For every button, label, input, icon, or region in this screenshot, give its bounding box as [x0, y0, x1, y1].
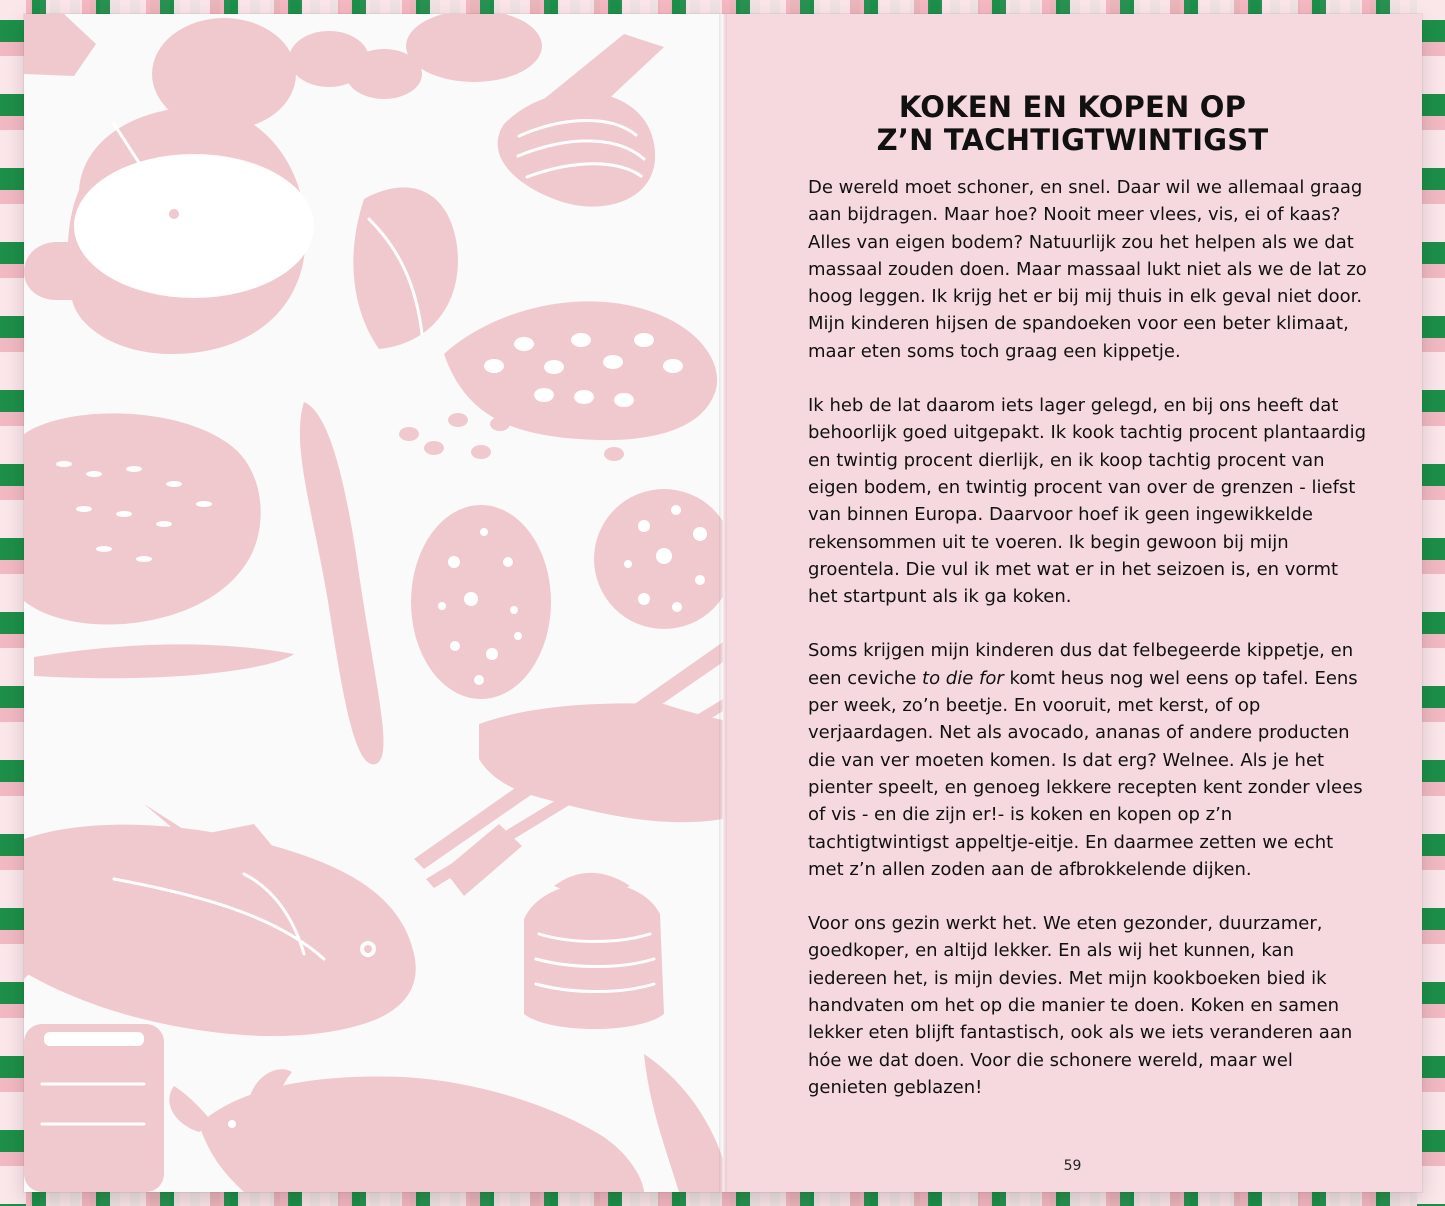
left-illustration-page [24, 14, 723, 1192]
jar-lid-highlight [44, 1032, 144, 1046]
paragraph-3-before: Soms krijgen mijn kinderen dus dat felbegeerde kippetje, en een ceviche [808, 640, 1354, 689]
soup-detail-illustration [169, 209, 179, 219]
fish-eye-center-illustration [364, 945, 372, 953]
soup-surface-illustration [74, 154, 314, 298]
book-spine [719, 14, 727, 1192]
article-body [808, 174, 1368, 1101]
paragraph-1: De wereld moet schoner, en snel. Daar wil we allemaal graag aan bijdragen. Maar hoe? Nooit meer vlees, vis, ei of kaas? Alles van eigen bodem? Natuurlijk zou het helpen als we dat massaal zouden doen. Maar massaal lukt niet als we de lat zo hoog leggen. Ik krijg het er bij mij thuis in elk geval niet door. Mijn kinderen hijsen de spandoeken voor een beter klimaat, maar eten soms toch graag een kippetje. [808, 177, 1367, 362]
jar-illustration [24, 1024, 164, 1192]
cow-eye-illustration [228, 1120, 236, 1128]
cake-illustration [524, 882, 664, 1029]
right-text-page [723, 14, 1422, 1192]
paragraph-3 [808, 637, 1368, 883]
paragraph-3-after: komt heus nog wel eens op tafel. Eens per week, zo’n beetje. En vooruit, met kerst, of op verjaardagen. Net als avocado, ananas of andere producten die van ver moeten komen. Is dat erg? Welnee. Als je het pienter speelt, en genoeg lekkere recepten kent zonder vlees of vis - en die zijn er!- is koken en kopen op z’n tachtigtwintigst appeltje-eitje. En daarmee zetten we echt met z’n allen zoden aan de afbrokkelende dijken. [808, 667, 1363, 880]
page-number: 59 [1063, 1158, 1082, 1174]
page-title: KOKEN EN KOPEN OP Z’N TACHTIGTWINTIGST [876, 90, 1269, 158]
paragraph-3-italic: to die for [922, 667, 1004, 689]
open-book [24, 14, 1422, 1192]
decorative-left-border [0, 0, 26, 1206]
paragraph-4: Voor ons gezin werkt het. We eten gezonder, duurzamer, goedkoper, en altijd lekker. En als wij het kunnen, kan iedereen het, is mijn devies. Met mijn kookboeken bied ik handvaten om het op die manier te doen. Koken en samen lekker eten blijft fantastisch, ook als we iets veranderen aan hóe we dat doen. Voor die schonere wereld, maar wel genieten geblazen! [808, 913, 1353, 1098]
food-illustration [24, 14, 723, 1192]
paragraph-2: Ik heb de lat daarom iets lager gelegd, en bij ons heeft dat behoorlijk goed uitgepakt. Ik kook tachtig procent plantaardig en twintig procent dierlijk, en ik koop tachtig procent van eigen bodem, en twintig procent van over de grenzen - liefst van binnen Europa. Daarvoor hoef ik geen ingewikkelde rekensommen uit te voeren. Ik begin gewoon bij mijn groentela. Die vul ik met wat er in het seizoen is, en vormt het startpunt als ik ga koken. [808, 395, 1367, 608]
